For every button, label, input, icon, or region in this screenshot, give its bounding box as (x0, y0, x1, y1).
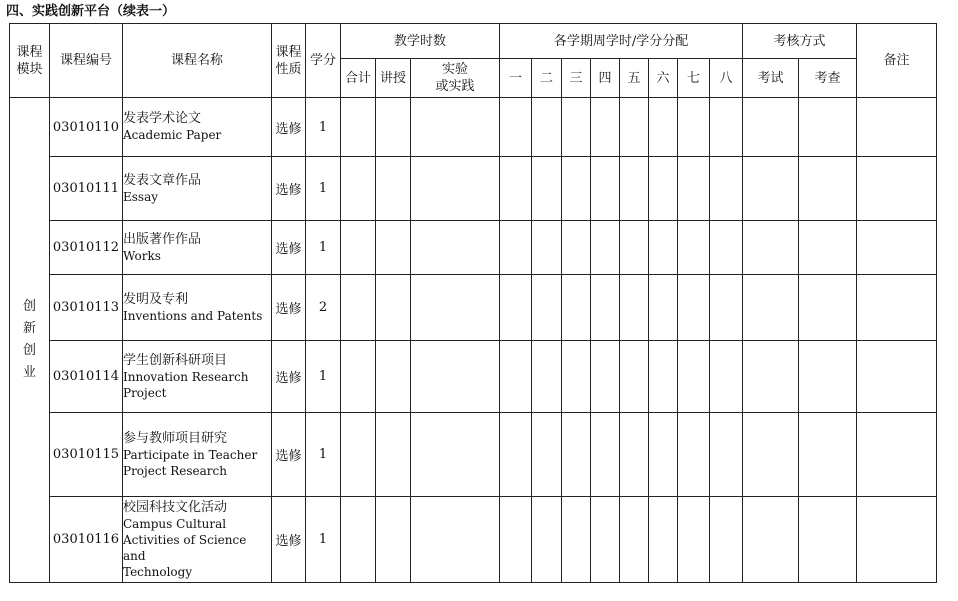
table-row (10, 497, 937, 583)
course-code: 03010113 (50, 275, 123, 341)
header-semester-1: 一 (500, 59, 532, 98)
table-row (10, 221, 937, 275)
course-name-en: Academic Paper (123, 128, 222, 142)
header-nature: 课程 性质 (272, 24, 306, 98)
header-hours-lecture: 讲授 (376, 59, 411, 98)
header-hours: 教学时数 (341, 24, 500, 59)
course-code: 03010111 (50, 157, 123, 221)
header-semester-4: 四 (591, 59, 620, 98)
course-nature: 选修 (272, 497, 306, 583)
header-name: 课程名称 (123, 24, 272, 98)
course-credit: 1 (306, 341, 341, 413)
header-semester-7: 七 (678, 59, 710, 98)
header-assessment: 考核方式 (743, 24, 857, 59)
course-credit: 1 (306, 98, 341, 157)
course-name-zh: 参与教师项目研究 (123, 430, 228, 446)
course-name-en: Campus Cultural Activities of Science and Technology (123, 516, 247, 579)
course-code: 03010114 (50, 341, 123, 413)
header-code: 课程编号 (50, 24, 123, 98)
course-name-en: Works (123, 248, 161, 263)
course-name-zh: 校园科技文化活动 (123, 499, 228, 515)
course-name (123, 157, 272, 221)
course-name (123, 497, 272, 583)
course-name-zh: 发表学术论文 (123, 111, 202, 126)
course-name (123, 221, 272, 275)
course-nature: 选修 (272, 275, 306, 341)
header-semester-2: 二 (532, 59, 562, 98)
header-module: 课程 模块 (10, 24, 50, 98)
course-name-en: Essay (123, 189, 159, 204)
course-name-en: Participate in Teacher Project Research (123, 447, 258, 478)
header-hours-total: 合计 (341, 59, 376, 98)
course-name-zh: 发明及专利 (123, 291, 189, 307)
course-nature: 选修 (272, 98, 306, 157)
course-name (123, 98, 272, 157)
page-title: 四、实践创新平台（续表一） (6, 4, 176, 19)
course-credit: 1 (306, 497, 341, 583)
table-row (10, 98, 937, 157)
table-row (10, 413, 937, 497)
course-credit: 1 (306, 413, 341, 497)
header-semester-6: 六 (649, 59, 678, 98)
course-name (123, 275, 272, 341)
course-name-en: Inventions and Patents (123, 308, 263, 323)
course-code: 03010110 (50, 98, 123, 157)
course-table (9, 23, 937, 583)
course-name-zh: 出版著作作品 (123, 231, 202, 247)
course-code: 03010116 (50, 497, 123, 583)
course-credit: 1 (306, 221, 341, 275)
header-semester-3: 三 (562, 59, 591, 98)
course-name (123, 413, 272, 497)
course-nature: 选修 (272, 157, 306, 221)
table-row (10, 275, 937, 341)
course-name (123, 341, 272, 413)
table-row (10, 341, 937, 413)
module-cell: 创 新 创 业 (10, 98, 50, 583)
header-remarks: 备注 (857, 24, 937, 98)
header-credit: 学分 (306, 24, 341, 98)
course-nature: 选修 (272, 221, 306, 275)
course-code: 03010112 (50, 221, 123, 275)
header-exam: 考试 (743, 59, 799, 98)
table-row (10, 157, 937, 221)
course-code: 03010115 (50, 413, 123, 497)
course-nature: 选修 (272, 413, 306, 497)
header-check: 考查 (799, 59, 857, 98)
header-semester: 各学期周学时/学分分配 (500, 24, 743, 59)
header-hours-practice: 实验 或实践 (411, 59, 500, 98)
header-semester-5: 五 (620, 59, 649, 98)
course-credit: 2 (306, 275, 341, 341)
header-semester-8: 八 (710, 59, 743, 98)
course-name-zh: 发表文章作品 (123, 172, 202, 188)
course-credit: 1 (306, 157, 341, 221)
course-name-zh: 学生创新科研项目 (123, 352, 228, 368)
course-nature: 选修 (272, 341, 306, 413)
course-name-en: Innovation Research Project (123, 369, 249, 400)
